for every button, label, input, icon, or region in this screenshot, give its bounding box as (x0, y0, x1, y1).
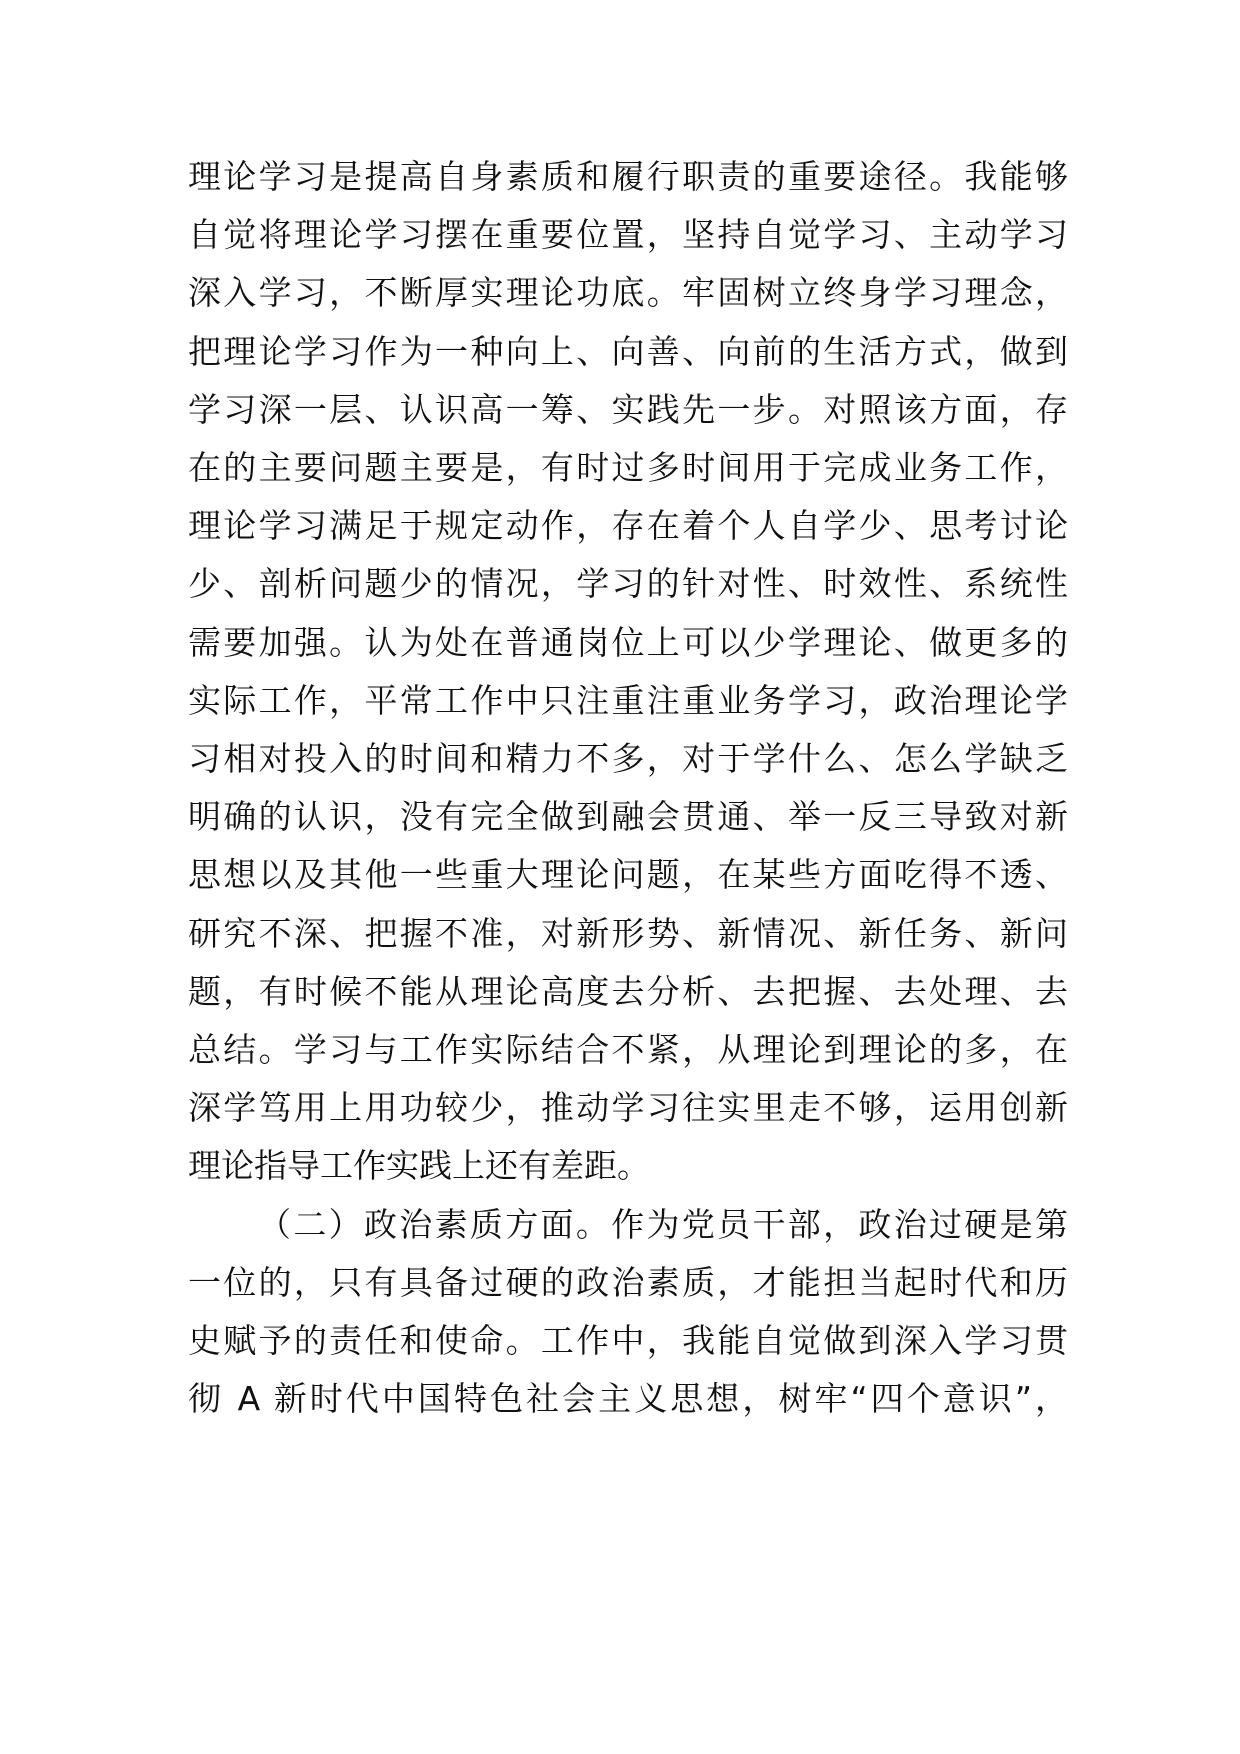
text-line: 自觉将理论学习摆在重要位置，坚持自觉学习、主动学习 (188, 215, 1068, 254)
text-line: 学习深一层、认识高一筹、实践先一步。对照该方面，存 (188, 390, 1068, 429)
text-line: 彻 A 新时代中国特色社会主义思想，树牢“四个意识”， (188, 1379, 1068, 1418)
text-line: 实际工作，平常工作中只注重注重业务学习，政治理论学 (188, 681, 1068, 720)
text-line: 题，有时候不能从理论高度去分析、去把握、去处理、去 (188, 972, 1068, 1011)
text-line: 在的主要问题主要是，有时过多时间用于完成业务工作， (188, 448, 1068, 487)
text-line: 明确的认识，没有完全做到融会贯通、举一反三导致对新 (188, 797, 1068, 836)
text-line: 研究不深、把握不准，对新形势、新情况、新任务、新问 (188, 914, 1068, 953)
text-line: 思想以及其他一些重大理论问题，在某些方面吃得不透、 (188, 855, 1068, 894)
text-line: 需要加强。认为处在普通岗位上可以少学理论、做更多的 (188, 623, 1068, 662)
text-line: 理论指导工作实践上还有差距。 (188, 1146, 650, 1185)
text-line: 史赋予的责任和使命。工作中，我能自觉做到深入学习贯 (188, 1321, 1068, 1360)
text-line: （二）政治素质方面。作为党员干部，政治过硬是第 (258, 1205, 1068, 1244)
text-line: 少、剖析问题少的情况，学习的针对性、时效性、系统性 (188, 564, 1068, 603)
text-line: 理论学习满足于规定动作，存在着个人自学少、思考讨论 (188, 506, 1068, 545)
text-line: 一位的，只有具备过硬的政治素质，才能担当起时代和历 (188, 1263, 1068, 1302)
text-line: 总结。学习与工作实际结合不紧，从理论到理论的多，在 (188, 1030, 1068, 1069)
text-line: 理论学习是提高自身素质和履行职责的重要途径。我能够 (188, 157, 1068, 196)
text-line: 把理论学习作为一种向上、向善、向前的生活方式，做到 (188, 332, 1068, 371)
text-line: 深入学习，不断厚实理论功底。牢固树立终身学习理念， (188, 273, 1068, 312)
text-line: 深学笃用上用功较少，推动学习往实里走不够，运用创新 (188, 1088, 1068, 1127)
text-line: 习相对投入的时间和精力不多，对于学什么、怎么学缺乏 (188, 739, 1068, 778)
